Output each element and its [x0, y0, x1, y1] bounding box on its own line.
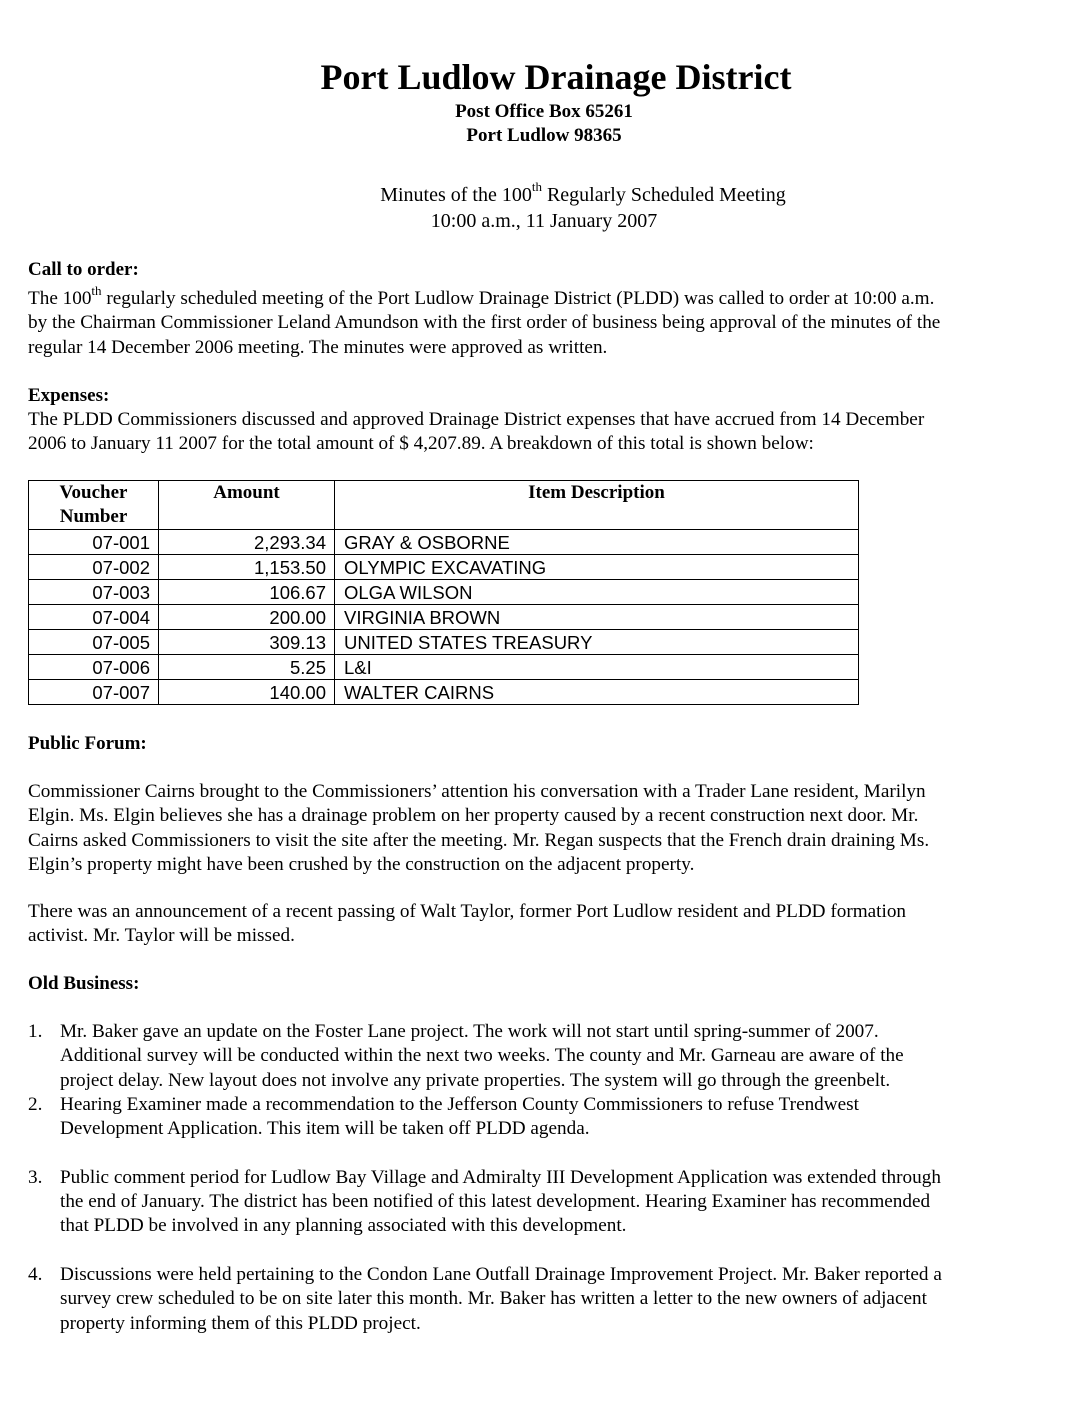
expenses-line-1: The PLDD Commissioners discussed and approved Drainage District expenses that have accrued from 14 December [28, 409, 925, 430]
call-to-order-line-2: by the Chairman Commissioner Leland Amundson with the first order of business being approval of the minutes of the [28, 312, 941, 334]
table-row [29, 655, 859, 680]
table-row [29, 580, 859, 605]
call-to-order-ordinal: th [91, 282, 102, 298]
expenses-line-2: 2006 to January 11 2007 for the total amount of $ 4,207.89. A breakdown of this total is shown below: [28, 433, 814, 455]
item-description: OLGA WILSON [335, 580, 859, 605]
meeting-datetime: 10:00 a.m., 11 January 2007 [430, 210, 658, 232]
expenses-heading: Expenses: [28, 385, 110, 406]
amount: 1,153.50 [159, 555, 335, 580]
amount: 106.67 [159, 580, 335, 605]
item-line: Additional survey will be conducted within the next two weeks. The county and Mr. Garneau are aware of the [60, 1045, 904, 1067]
item-description: GRAY & OSBORNE [335, 530, 859, 555]
public-forum-paragraph-1 [28, 780, 1068, 877]
old-business-item-1 [28, 1020, 1068, 1093]
old-business-item-4 [28, 1263, 1068, 1336]
call-to-order-prefix: The 100 [28, 288, 92, 309]
item-description: WALTER CAIRNS [335, 680, 859, 705]
header-item-description: Item Description [335, 481, 859, 530]
minutes-title [0, 179, 1088, 208]
public-forum-p1-line: Commissioner Cairns brought to the Commissioners’ attention his conversation with a Trader Lane resident, Marilyn [28, 781, 926, 802]
document-title: Port Ludlow Drainage District [320, 57, 792, 97]
old-business-heading: Old Business: [28, 973, 140, 994]
item-line: that PLDD be involved in any planning associated with this development. [60, 1215, 627, 1237]
old-business-item-3 [28, 1166, 1068, 1239]
call-to-order-line-3: regular 14 December 2006 meeting. The minutes were approved as written. [28, 336, 608, 358]
voucher-number: 07-007 [29, 680, 159, 705]
item-line: Hearing Examiner made a recommendation to the Jefferson County Commissioners to refuse Trendwest [60, 1093, 859, 1115]
amount: 140.00 [159, 680, 335, 705]
address-line-2: Port Ludlow 98365 [466, 125, 622, 146]
address-line-1: Post Office Box 65261 [455, 101, 633, 122]
item-line: property informing them of this PLDD project. [60, 1312, 421, 1334]
expenses-table-header [29, 481, 859, 530]
voucher-number: 07-002 [29, 555, 159, 580]
public-forum-p1-line: Elgin’s property might have been crushed by the construction on the adjacent property. [28, 853, 695, 875]
call-to-order-line-1-rest: regularly scheduled meeting of the Port Ludlow Drainage District (PLDD) was called to order at 10:00 a.m. [101, 288, 935, 309]
minutes-title-ordinal: th [531, 179, 542, 195]
public-forum-heading: Public Forum: [28, 733, 147, 754]
item-line: Discussions were held pertaining to the Condon Lane Outfall Drainage Improvement Project. Mr. Baker reported a [60, 1263, 942, 1285]
amount: 5.25 [159, 655, 335, 680]
public-forum-p2-line: activist. Mr. Taylor will be missed. [28, 925, 295, 947]
header-amount: Amount [159, 481, 335, 530]
item-line: Development Application. This item will be taken off PLDD agenda. [60, 1118, 590, 1140]
item-description: L&I [335, 655, 859, 680]
item-line: Public comment period for Ludlow Bay Village and Admiralty III Development Application was extended through [60, 1166, 941, 1188]
call-to-order-heading: Call to order: [28, 259, 139, 280]
voucher-number: 07-004 [29, 605, 159, 630]
header-voucher-number [29, 481, 159, 530]
item-number: 1. [28, 1021, 43, 1042]
expenses-text [28, 408, 1068, 457]
amount: 2,293.34 [159, 530, 335, 555]
table-row [29, 630, 859, 655]
table-row [29, 605, 859, 630]
table-row [29, 680, 859, 705]
amount: 309.13 [159, 630, 335, 655]
public-forum-p2-line: There was an announcement of a recent passing of Walt Taylor, former Port Ludlow resident and PLDD formation [28, 901, 907, 922]
minutes-title-prefix: Minutes of the 100 [380, 184, 532, 206]
old-business-list [28, 1020, 1068, 1336]
item-description: OLYMPIC EXCAVATING [335, 555, 859, 580]
item-number: 4. [28, 1263, 43, 1285]
table-row [29, 555, 859, 580]
item-description: UNITED STATES TREASURY [335, 630, 859, 655]
amount: 200.00 [159, 605, 335, 630]
item-line: Mr. Baker gave an update on the Foster Lane project. The work will not start until spring-summer of 2007. [60, 1021, 879, 1042]
expenses-table [28, 480, 859, 705]
item-line: the end of January. The district has been notified of this latest development. Hearing Examiner has recommended [60, 1191, 931, 1213]
public-forum-p1-line: Cairns asked Commissioners to visit the site after the meeting. Mr. Regan suspects that the French drain draining Ms. [28, 829, 930, 851]
old-business-item-2 [28, 1093, 1068, 1142]
public-forum-paragraph-2 [28, 900, 1068, 949]
public-forum-p1-line: Elgin. Ms. Elgin believes she has a drainage problem on her property caused by a recent construction next door. Mr. [28, 805, 919, 827]
item-line: project delay. New layout does not involve any private properties. The system will go through the greenbelt. [60, 1069, 891, 1091]
item-number: 2. [28, 1093, 43, 1115]
voucher-number: 07-006 [29, 655, 159, 680]
item-description: VIRGINIA BROWN [335, 605, 859, 630]
call-to-order-text [28, 282, 1068, 360]
table-row [29, 530, 859, 555]
voucher-number: 07-001 [29, 530, 159, 555]
item-line: survey crew scheduled to be on site later this month. Mr. Baker has written a letter to the new owners of adjacent [60, 1288, 927, 1310]
voucher-number: 07-003 [29, 580, 159, 605]
voucher-number: 07-005 [29, 630, 159, 655]
item-number: 3. [28, 1166, 43, 1188]
minutes-title-suffix: Regularly Scheduled Meeting [541, 184, 786, 206]
header-voucher-line-1: Voucher [59, 482, 128, 503]
header-voucher-line-2: Number [59, 506, 128, 527]
call-to-order-line-1 [28, 282, 1068, 311]
